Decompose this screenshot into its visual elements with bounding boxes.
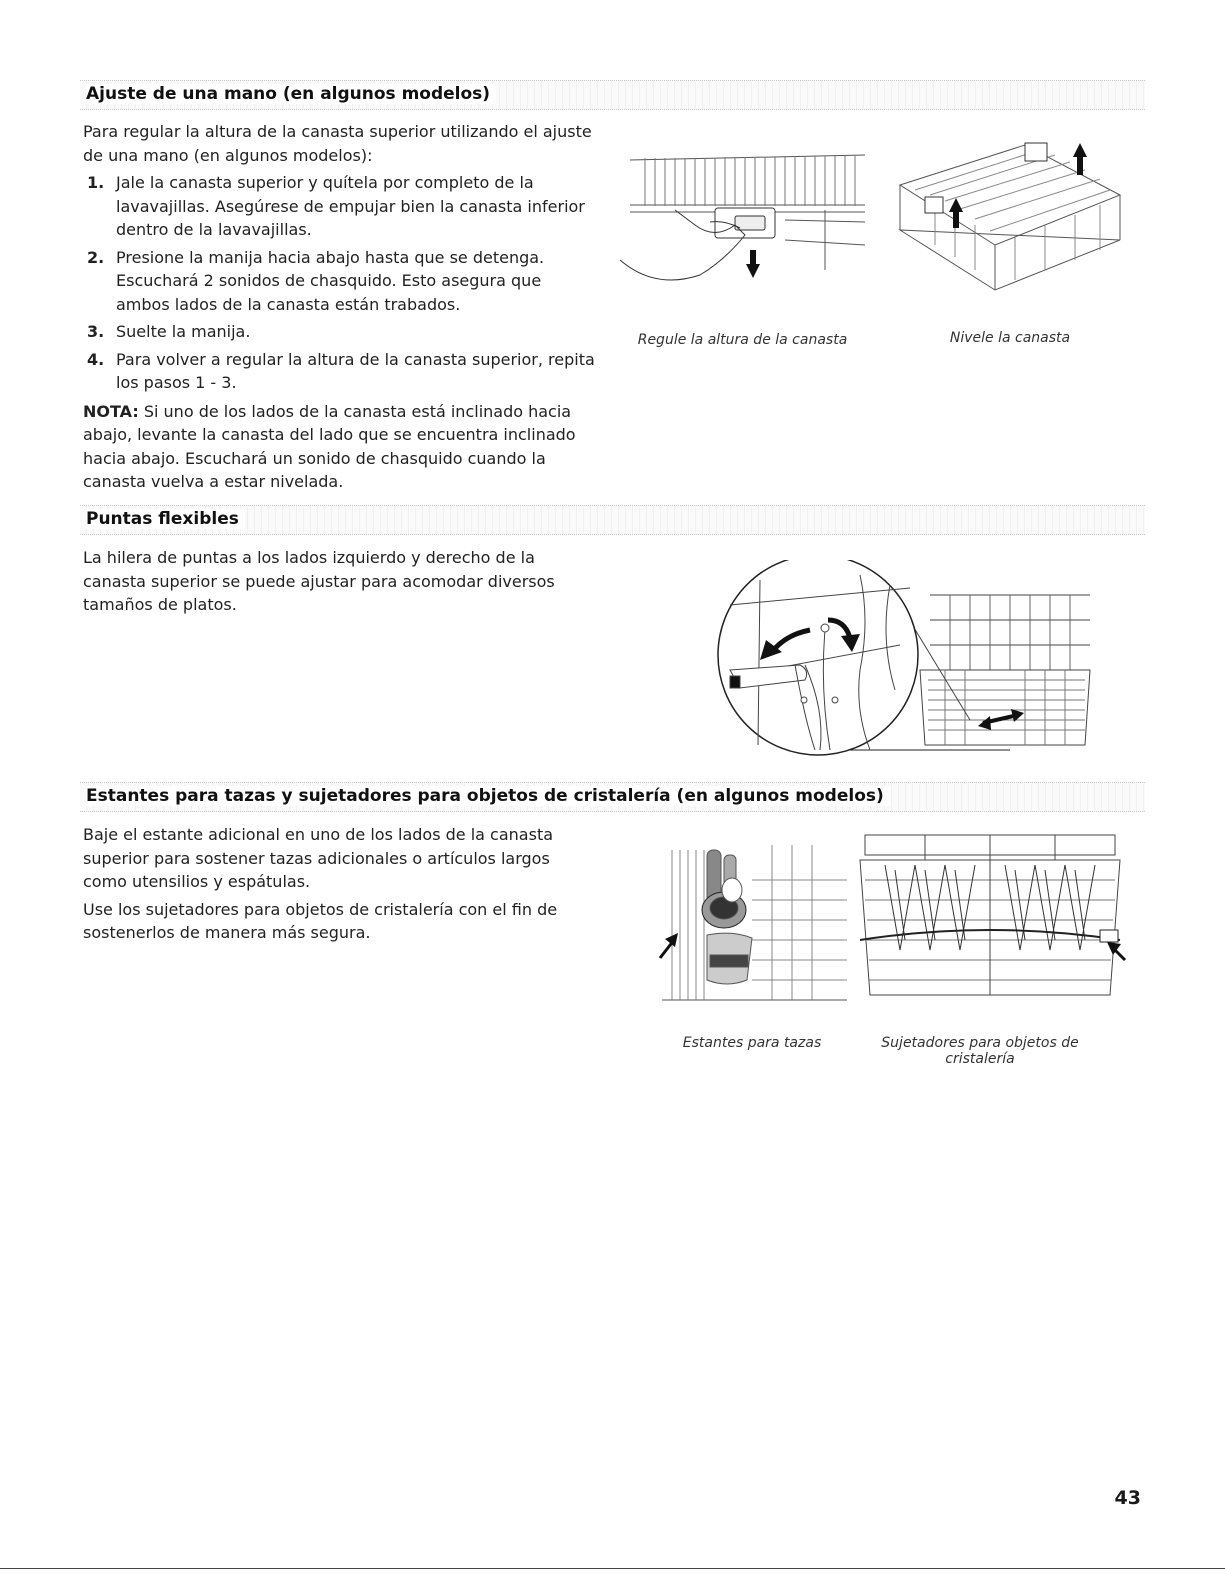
step-number: 4. [87, 349, 105, 369]
paragraph: La hilera de puntas a los lados izquierdo y derecho de la canasta superior se puede ajustar para acomodar diversos tamaños de platos. [83, 548, 555, 614]
cup-shelf-illustration [652, 840, 852, 1015]
section-title: Ajuste de una mano (en algunos modelos) [86, 84, 496, 104]
page-number: 43 [1114, 1487, 1141, 1509]
cup-shelves-text [83, 823, 573, 945]
step-text: Jale la canasta superior y quítela por completo de la lavavajillas. Asegúrese de empujar bien la canasta inferior dentro de la lavavajillas. [116, 173, 585, 239]
section-title: Puntas flexibles [86, 509, 245, 529]
flexible-tines-text [83, 546, 573, 617]
step-text: Suelte la manija. [116, 322, 251, 341]
intro-paragraph: Para regular la altura de la canasta superior utilizando el ajuste de una mano (en algunos modelos): [83, 122, 592, 165]
step-number: 1. [87, 173, 105, 192]
figure-caption: Estantes para tazas [682, 1035, 822, 1051]
step-text: Para volver a regular la altura de la canasta superior, repita los pasos 1 - 3. [116, 349, 595, 392]
step-text: Presione la manija hacia abajo hasta que se detenga. Escuchará 2 sonidos de chasquido. Esto asegura que ambos lados de la canasta están trabados. [116, 247, 545, 314]
paragraph: Use los sujetadores para objetos de cristalería con el fin de sostenerlos de manera más segura. [83, 899, 558, 942]
step-number: 2. [87, 247, 105, 267]
section-header-one-hand-adjust [80, 80, 1145, 110]
step-number: 3. [87, 322, 105, 341]
glassware-holder-illustration [855, 830, 1130, 1010]
note-paragraph [83, 400, 598, 494]
section-title: Estantes para tazas y sujetadores para objetos de cristalería (en algunos modelos) [86, 786, 890, 806]
list-item [83, 171, 598, 242]
list-item [83, 246, 598, 317]
list-item [83, 348, 598, 395]
bottom-rule [0, 1568, 1225, 1569]
rack-height-adjust-illustration [615, 150, 875, 300]
figure-caption: Sujetadores para objetos de cristalería [881, 1035, 1079, 1067]
note-label: NOTA: [83, 401, 139, 421]
list-item [83, 320, 598, 344]
rack-level-illustration [895, 135, 1125, 305]
paragraph: Baje el estante adicional en uno de los lados de la canasta superior para sostener tazas adicionales o artículos largos como utensilios y espátulas. [83, 825, 554, 891]
section-header-cup-shelves [80, 782, 1145, 812]
steps-list [83, 171, 598, 395]
flexible-tines-illustration [700, 560, 1095, 760]
figure-caption: Nivele la canasta [949, 330, 1071, 346]
section-header-flexible-tines [80, 505, 1145, 535]
note-text: Si uno de los lados de la canasta está inclinado hacia abajo, levante la canasta del lado que se encuentra inclinado hacia abajo. Escuchará un sonido de chasquido cuando la canasta vuelva a estar nivelada. [83, 401, 576, 491]
one-hand-adjust-text [83, 120, 598, 494]
figure-caption: Regule la altura de la canasta [637, 332, 848, 348]
